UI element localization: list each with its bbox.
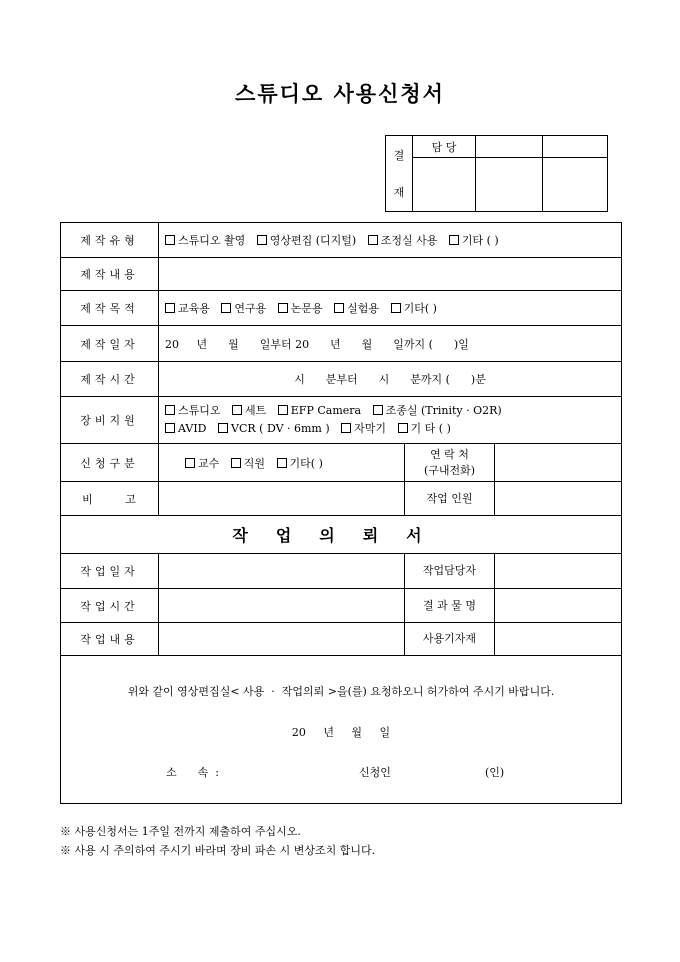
label-staff-count: 작업 인원 [405, 482, 495, 516]
checkbox-thesis[interactable] [278, 303, 288, 313]
label-work-date: 작업일자 [61, 554, 159, 589]
approval-sign-3[interactable] [543, 158, 608, 212]
checkbox-studio[interactable] [165, 405, 175, 415]
checkbox-education[interactable] [165, 303, 175, 313]
input-output-name[interactable] [495, 589, 622, 623]
row-production-purpose [61, 291, 622, 326]
label-work-manager: 작업담당자 [405, 554, 495, 589]
label-production-purpose: 제작목적 [61, 291, 159, 326]
approval-col3-head [543, 136, 608, 158]
checkbox-research[interactable] [221, 303, 231, 313]
request-block [61, 656, 622, 804]
approval-box [385, 135, 608, 212]
row-production-content [61, 258, 622, 291]
note-1: ※ 사용신청서는 1주일 전까지 제출하여 주십시오. [60, 825, 301, 838]
label-production-date: 제작일자 [61, 326, 159, 362]
checkbox-set[interactable] [232, 405, 242, 415]
label-work-content: 작업내용 [61, 623, 159, 656]
notes [60, 822, 375, 860]
checkbox-vcr[interactable] [218, 423, 228, 433]
checkbox-staff[interactable] [231, 458, 241, 468]
approval-sign-2[interactable] [476, 158, 543, 212]
label-production-type: 제작유형 [61, 223, 159, 258]
row-remarks [61, 482, 622, 516]
input-work-date[interactable] [159, 554, 405, 589]
input-work-content[interactable] [159, 623, 405, 656]
request-affiliation: 소 속 : [166, 766, 219, 779]
label-production-time: 제작시간 [61, 362, 159, 397]
row-work-time [61, 589, 622, 623]
checkbox-efp-camera[interactable] [278, 405, 288, 415]
request-applicant: 신청인 [359, 766, 391, 779]
label-equipment: 장비지원 [61, 397, 159, 444]
section-title: 작업의뢰서 [61, 516, 622, 554]
approval-col2-head [476, 136, 543, 158]
row-production-type [61, 223, 622, 258]
page-title: 스튜디오 사용신청서 [235, 81, 445, 106]
production-date-value[interactable]: 20 년 월 일부터 20 년 월 일까지 ( )일 [159, 326, 622, 362]
row-application-category [61, 444, 622, 482]
approval-jae: 재 [393, 186, 405, 200]
input-work-time[interactable] [159, 589, 405, 623]
row-section-title [61, 516, 622, 554]
row-work-content [61, 623, 622, 656]
input-production-content[interactable] [159, 258, 622, 291]
label-contact: 연 락 처 (구내전화) [405, 444, 495, 482]
equipment-options: 스튜디오 세트 EFP Camera 조종실 (Trinity · O2R) AVID VCR ( DV · 6mm ) 자막기 기 타 ( ) [159, 397, 622, 444]
checkbox-video-edit[interactable] [257, 235, 267, 245]
input-remarks[interactable] [159, 482, 405, 516]
checkbox-studio-shoot[interactable] [165, 235, 175, 245]
checkbox-control-booth[interactable] [373, 405, 383, 415]
checkbox-experiment[interactable] [334, 303, 344, 313]
request-signature-line [61, 764, 621, 780]
label-output-name: 결 과 물 명 [405, 589, 495, 623]
request-sentence: 위와 같이 영상편집실< 사용 · 작업의뢰 >을(를) 요청하오니 허가하여 주시기 바랍니다. [127, 685, 555, 698]
approval-damdang: 담 당 [413, 136, 476, 158]
input-contact[interactable] [495, 444, 622, 482]
row-work-date [61, 554, 622, 589]
row-production-date [61, 326, 622, 362]
approval-sign-1[interactable] [413, 158, 476, 212]
production-time-value[interactable]: 시 분부터 시 분까지 ( )분 [159, 362, 622, 397]
approval-gyeol: 결 [393, 148, 405, 162]
label-production-content: 제작내용 [61, 258, 159, 291]
checkbox-purpose-other[interactable] [391, 303, 401, 313]
label-work-time: 작업시간 [61, 589, 159, 623]
production-type-options: 스튜디오 촬영 영상편집 (디지털) 조정실 사용 기타 ( ) [159, 223, 622, 258]
row-request [61, 656, 622, 804]
input-staff-count[interactable] [495, 482, 622, 516]
approval-label-cell [386, 136, 413, 212]
checkbox-caption[interactable] [341, 423, 351, 433]
label-remarks: 비 고 [61, 482, 159, 516]
input-work-manager[interactable] [495, 554, 622, 589]
request-seal: (인) [485, 766, 505, 779]
application-category-options: 교수 직원 기타( ) [159, 444, 405, 482]
label-application-category: 신청구분 [61, 444, 159, 482]
row-equipment [61, 397, 622, 444]
production-purpose-options: 교육용 연구용 논문용 실험용 기타( ) [159, 291, 622, 326]
checkbox-avid[interactable] [165, 423, 175, 433]
input-equipment-used[interactable] [495, 623, 622, 656]
checkbox-type-other[interactable] [449, 235, 459, 245]
checkbox-equipment-other[interactable] [398, 423, 408, 433]
row-production-time [61, 362, 622, 397]
checkbox-category-other[interactable] [277, 458, 287, 468]
note-2: ※ 사용 시 주의하여 주시기 바라며 장비 파손 시 변상조치 합니다. [60, 844, 376, 857]
label-equipment-used: 사용기자재 [405, 623, 495, 656]
checkbox-professor[interactable] [185, 458, 195, 468]
checkbox-control-room[interactable] [368, 235, 378, 245]
application-form [60, 222, 622, 804]
request-date[interactable]: 20 년 월 일 [291, 726, 391, 739]
